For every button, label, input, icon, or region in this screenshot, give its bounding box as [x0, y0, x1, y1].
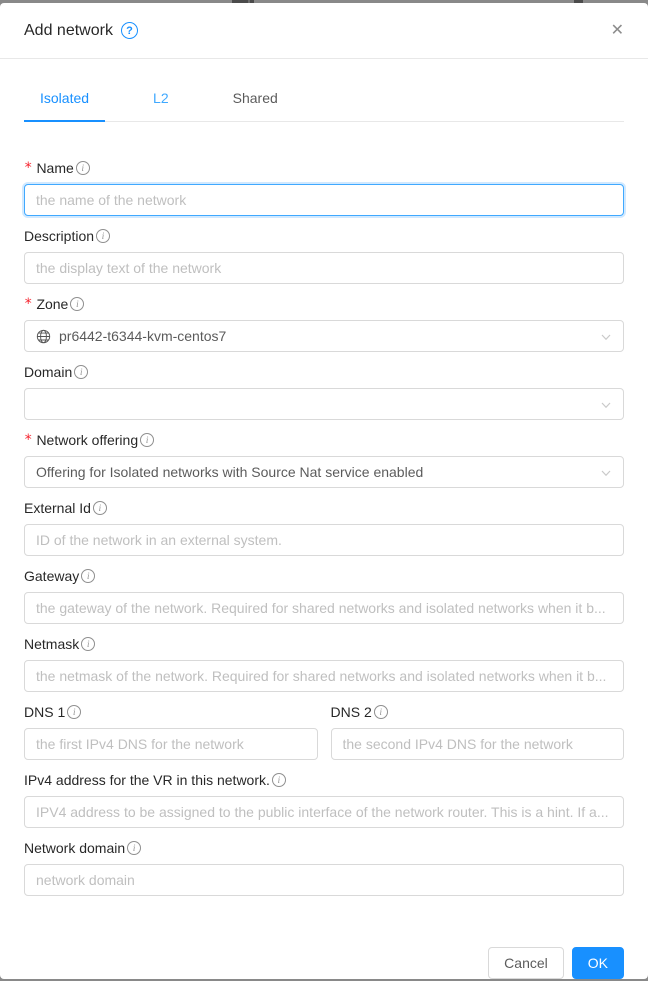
vr-ipv4-label-text: IPv4 address for the VR in this network.	[24, 771, 270, 788]
network-offering-field	[24, 429, 624, 488]
external-id-field	[24, 497, 624, 556]
info-icon[interactable]: i	[81, 569, 95, 583]
dns2-field	[331, 701, 625, 760]
vr-ipv4-field	[24, 769, 624, 828]
info-icon[interactable]: i	[127, 841, 141, 855]
gateway-label-text: Gateway	[24, 567, 80, 584]
netmask-input[interactable]	[24, 660, 624, 692]
modal-footer	[0, 932, 648, 979]
domain-label	[24, 361, 624, 382]
name-input[interactable]	[24, 184, 624, 216]
chevron-down-icon	[600, 331, 612, 343]
zone-select[interactable]	[24, 320, 624, 352]
network-offering-select[interactable]	[24, 456, 624, 488]
required-mark: *	[24, 159, 33, 176]
description-input[interactable]	[24, 252, 624, 284]
info-icon[interactable]: i	[67, 705, 81, 719]
dns1-label	[24, 701, 318, 722]
external-id-label-text: External Id	[24, 499, 91, 516]
dns2-label-text: DNS 2	[330, 703, 372, 720]
zone-field	[24, 293, 624, 352]
name-label-text: Name	[36, 159, 74, 176]
domain-label-text: Domain	[24, 363, 73, 380]
cancel-button[interactable]: Cancel	[488, 947, 564, 979]
zone-label	[24, 293, 624, 314]
info-icon[interactable]: i	[76, 161, 90, 175]
external-id-label	[24, 497, 624, 518]
info-icon[interactable]: i	[374, 705, 388, 719]
info-icon[interactable]: i	[93, 501, 107, 515]
netmask-label	[24, 633, 624, 654]
close-icon[interactable]: ✕	[610, 21, 624, 39]
dns1-field	[24, 701, 318, 760]
add-network-modal	[0, 3, 648, 979]
info-icon[interactable]: i	[74, 365, 88, 379]
help-icon[interactable]: ?	[121, 22, 138, 39]
gateway-input[interactable]	[24, 592, 624, 624]
info-icon[interactable]: i	[96, 229, 110, 243]
domain-field	[24, 361, 624, 420]
modal-body	[0, 59, 648, 932]
tab-bar	[24, 76, 624, 122]
netmask-field	[24, 633, 624, 692]
chevron-down-icon	[600, 399, 612, 411]
required-mark: *	[24, 431, 33, 448]
gateway-field	[24, 565, 624, 624]
network-domain-input[interactable]	[24, 864, 624, 896]
network-domain-field	[24, 837, 624, 896]
netmask-label-text: Netmask	[24, 635, 80, 652]
description-label-text: Description	[24, 227, 95, 244]
add-network-form	[24, 157, 624, 896]
network-offering-label-text: Network offering	[36, 431, 139, 448]
vr-ipv4-label	[24, 769, 624, 790]
network-domain-label	[24, 837, 624, 858]
dns2-label	[331, 701, 625, 722]
tab-shared[interactable]: Shared	[232, 90, 278, 106]
zone-label-text: Zone	[36, 295, 69, 312]
dns-row	[24, 701, 624, 769]
dns2-input[interactable]	[331, 728, 625, 760]
ok-button[interactable]: OK	[572, 947, 624, 979]
name-label	[24, 157, 624, 178]
info-icon[interactable]: i	[272, 773, 286, 787]
description-field	[24, 225, 624, 284]
domain-select[interactable]	[24, 388, 624, 420]
modal-header	[0, 3, 648, 59]
tab-l2[interactable]: L2	[153, 90, 169, 106]
globe-icon	[36, 329, 51, 344]
external-id-input[interactable]	[24, 524, 624, 556]
dns1-input[interactable]	[24, 728, 318, 760]
dns1-label-text: DNS 1	[24, 703, 66, 720]
description-label	[24, 225, 624, 246]
required-mark: *	[24, 295, 33, 312]
network-domain-label-text: Network domain	[24, 839, 126, 856]
network-offering-select-value: Offering for Isolated networks with Source Nat service enabled	[36, 464, 424, 480]
tab-isolated[interactable]: Isolated	[24, 76, 105, 121]
info-icon[interactable]: i	[140, 433, 154, 447]
chevron-down-icon	[600, 467, 612, 479]
network-offering-label	[24, 429, 624, 450]
gateway-label	[24, 565, 624, 586]
page-title: Add network	[24, 21, 113, 39]
info-icon[interactable]: i	[70, 297, 84, 311]
name-field	[24, 157, 624, 216]
info-icon[interactable]: i	[81, 637, 95, 651]
zone-select-value: pr6442-t6344-kvm-centos7	[59, 328, 227, 344]
vr-ipv4-input[interactable]	[24, 796, 624, 828]
